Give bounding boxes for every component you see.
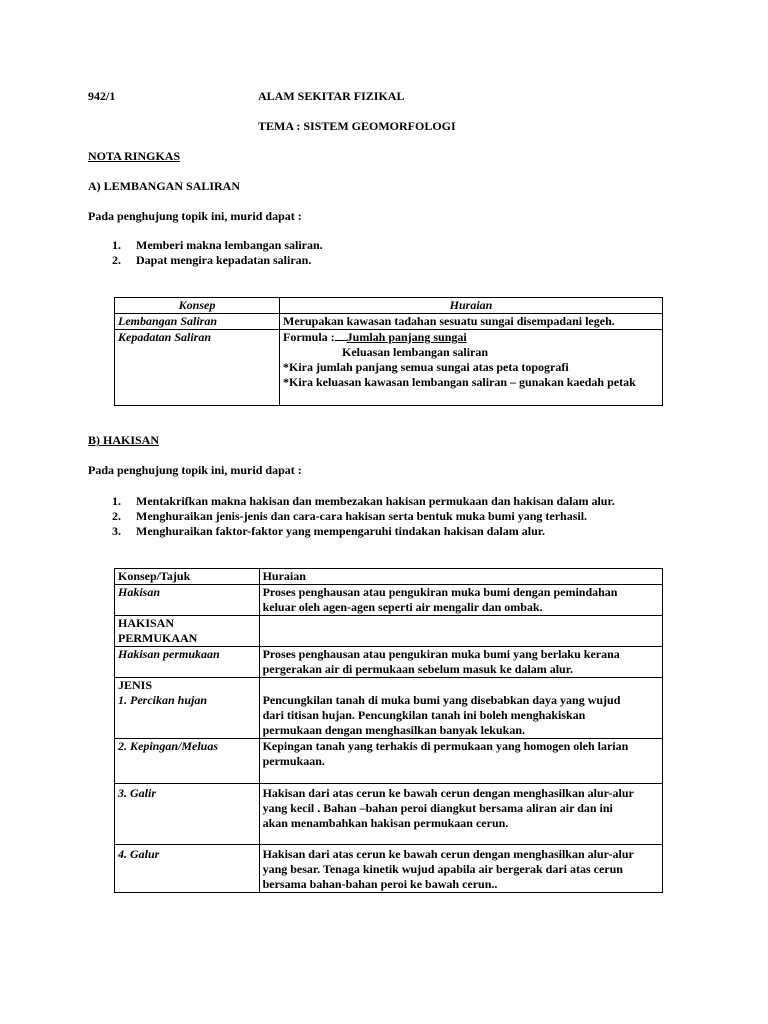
objective-text: Dapat mengira kepadatan saliran. xyxy=(136,253,312,267)
table-row xyxy=(115,739,663,784)
objective-item xyxy=(112,509,587,524)
table-row xyxy=(115,845,663,893)
paper-code: 942/1 xyxy=(88,89,116,103)
subject-title: ALAM SEKITAR FIZIKAL xyxy=(258,89,405,103)
description-cell xyxy=(259,693,662,739)
formula-note: *Kira keluasan kawasan lembangan saliran – gunakan kaedah petak xyxy=(283,375,636,389)
description-line: permukaan. xyxy=(262,754,325,768)
table-row xyxy=(115,330,663,406)
objective-number: 1. xyxy=(112,238,121,252)
description-line: dari titisan hujan. Pencungkilan tanah ini boleh menghakiskan xyxy=(262,708,586,722)
objective-text: Mentakrifkan makna hakisan dan membezakan hakisan permukaan dan hakisan dalam alur. xyxy=(136,494,615,508)
formula-label: Formula : xyxy=(283,330,335,344)
theme-title: TEMA : SISTEM GEOMORFOLOGI xyxy=(258,119,456,133)
column-header: Konsep xyxy=(115,298,280,314)
description-line: keluar oleh agen-agen seperti air mengalir dan ombak. xyxy=(262,600,543,614)
concept-cell: 3. Galir xyxy=(115,784,260,845)
objective-number: 3. xyxy=(112,524,121,538)
description-line: Pencungkilan tanah di muka bumi yang disebabkan daya yang wujud xyxy=(262,693,621,707)
subheading-row xyxy=(115,616,663,647)
concept-cell: Hakisan xyxy=(115,585,260,616)
description-line: Proses penghausan atau pengukiran muka bumi yang berlaku kerana xyxy=(262,647,620,661)
table-row xyxy=(115,693,663,739)
objective-text: Menghuraikan faktor-faktor yang mempengaruhi tindakan hakisan dalam alur. xyxy=(136,524,545,538)
description-line: bersama bahan-bahan peroi ke bawah cerun.. xyxy=(262,877,498,891)
table-row xyxy=(115,585,663,616)
objective-item xyxy=(112,253,311,268)
table-row xyxy=(115,647,663,678)
formula-denominator: Keluasan lembangan saliran xyxy=(342,345,489,359)
column-header: Huraian xyxy=(259,569,662,585)
objective-number: 1. xyxy=(112,494,121,508)
column-header: Konsep/Tajuk xyxy=(115,569,260,585)
description-line: yang besar. Tenaga kinetik wujud apabila air bergerak dari atas cerun xyxy=(262,862,623,876)
table-header-row xyxy=(115,298,663,314)
description-line: akan menambahkan hakisan permukaan cerun. xyxy=(262,816,509,830)
erosion-table xyxy=(114,568,663,893)
description-cell xyxy=(259,585,662,616)
subheading-cell: JENIS xyxy=(115,678,260,694)
objective-number: 2. xyxy=(112,253,121,267)
empty-cell xyxy=(259,678,662,694)
empty-cell xyxy=(259,616,662,647)
formula-note: *Kira jumlah panjang semua sungai atas peta topografi xyxy=(283,360,569,374)
description-cell xyxy=(259,739,662,784)
concept-cell: Kepadatan Saliran xyxy=(115,330,280,406)
concept-cell: Hakisan permukaan xyxy=(115,647,260,678)
description-cell xyxy=(259,784,662,845)
table-header-row xyxy=(115,569,663,585)
description-line: Hakisan dari atas cerun ke bawah cerun dengan menghasilkan alur-alur xyxy=(262,847,634,861)
objective-item xyxy=(112,494,615,509)
section-a-heading: A) LEMBANGAN SALIRAN xyxy=(88,179,241,193)
subheading-cell: HAKISAN PERMUKAAN xyxy=(115,616,260,647)
description-cell xyxy=(259,845,662,893)
column-header: Huraian xyxy=(280,298,663,314)
concept-cell: 2. Kepingan/Meluas xyxy=(115,739,260,784)
description-line: Kepingan tanah yang terhakis di permukaan yang homogen oleh larian xyxy=(262,739,629,753)
concept-cell: 1. Percikan hujan xyxy=(115,693,260,739)
formula-line xyxy=(283,330,659,345)
table-row xyxy=(115,314,663,330)
description-line: Hakisan dari atas cerun ke bawah cerun dengan menghasilkan alur-alur xyxy=(262,786,634,800)
objective-number: 2. xyxy=(112,509,121,523)
description-line: permukaan dengan menghasilkan banyak lekukan. xyxy=(262,723,526,737)
objective-item xyxy=(112,238,323,253)
table-row xyxy=(115,784,663,845)
section-a-intro: Pada penghujung topik ini, murid dapat : xyxy=(88,209,302,223)
description-line: yang kecil . Bahan –bahan peroi diangkut bersama aliran air dan ini xyxy=(262,801,613,815)
description-cell xyxy=(259,647,662,678)
notes-heading: NOTA RINGKAS xyxy=(88,149,181,163)
concept-cell: Lembangan Saliran xyxy=(115,314,280,330)
description-line: Proses penghausan atau pengukiran muka bumi dengan pemindahan xyxy=(262,585,618,599)
objective-text: Memberi makna lembangan saliran. xyxy=(136,238,323,252)
objective-item xyxy=(112,524,545,539)
objective-text: Menghuraikan jenis-jenis dan cara-cara hakisan serta bentuk muka bumi yang terhasil. xyxy=(136,509,588,523)
drainage-table xyxy=(114,297,663,406)
section-b-intro: Pada penghujung topik ini, murid dapat : xyxy=(88,463,302,477)
subheading-row xyxy=(115,678,663,694)
description-cell: Merupakan kawasan tadahan sesuatu sungai disempadani legeh. xyxy=(280,314,663,330)
concept-cell: 4. Galur xyxy=(115,845,260,893)
description-line: pergerakan air di permukaan sebelum masuk ke dalam alur. xyxy=(262,662,573,676)
formula-numerator: Jumlah panjang sungai xyxy=(346,330,467,344)
description-cell xyxy=(280,330,663,406)
section-b-heading: B) HAKISAN xyxy=(88,433,160,447)
